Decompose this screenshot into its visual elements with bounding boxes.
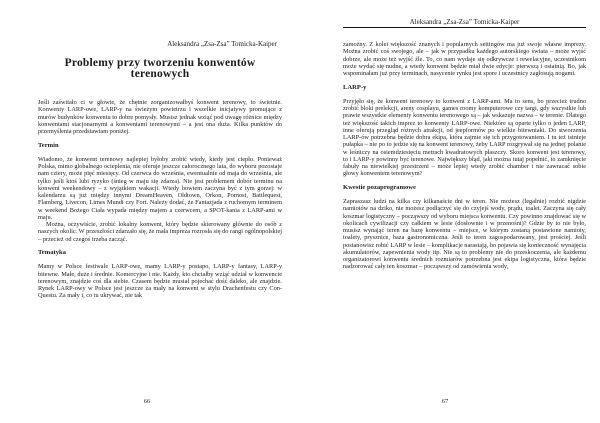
intro-paragraph: Jeśli zaświtało ci w głowie, że chętnie zorganizowałbyś konwent terenowy, to świetnie. Konwenty LARP-owe, LARP-y na świeżym powietrzu i wszelkie inicjatywy promujące z murów budynków konwentu to dobre pomysły. Musisz jednak wziąć pod uwagę różnice między konwentami stacjonarnymi a konwentami terenowymi – a jest ona duża. Kilka punktów do przemyślenia przedstawiam poniżej. bbox=[38, 99, 282, 135]
paragraph: Wiadomo, że konwent terenowy najlepiej byłoby zrobić wtedy, kiedy jest ciepło. Ponieważ Polska, mimo globalnego ocieplenia, nie oferuje jeszcze całorocznego lata, do wyboru pozostaje nam cztery, może pięć miesięcy. Od czerwca do września, ewentualnie od maja do września, ale tylko jeśli ktoś lubi ryzyko (śnieg w maju się zdarza). Nie jest problemem dobór terminu na konwent weekendowy – z wyjątkiem wakacji. Wtedy bowiem zaczyna być z tym gorzej: w kalendarzu są już między innymi DreamHeaven, Oldtown, Orkon, Pornost, Battlequest, Flamberg, Livecon, Limes Mundi czy Fort. Należy dodać, że Fantazjada z ruchomym terminem w weekend Bożego Ciała wypada między majem a czerwcem, a SPOT-kania z LARP-ami w maju. bbox=[38, 155, 282, 221]
paragraph: Można, oczywiście, zrobić lokalny konwent, który będzie skierowany głównie do osób z naszych okolic. W przeszłości zdarzało się, że mała impreza rozrosła się do rangi ogólnopolskiej – przecież od czegoś trzeba zacząć. bbox=[38, 221, 282, 243]
paragraph: Przyjęło się, że konwent terenowy to konwent z LARP-ami. Ma to sens, bo przecież trudno zrobić bloki prelekcji, areny cosplayu, games roomy komputerowe czy targi, gdy wszystkie lub prawie wszystkie elementy konwentu terenowego są – jak wskazuje nazwa – w terenie. Dlatego też większość takich imprez to konwenty LARP-owe. Niektóre są oparte tylko o jeden LARP, inne oferują przegląd różnych atrakcji, od jeepformów po wielkie bitewniaki. Do stworzenia LARP-ów potrzebna będzie dobra ekipa, która zajmie się ich przygotowaniem. I tu też istnieje pułapka – nie po to jedzie się na konwent terenowy, żeby LARP rozgrywał się na jednej polanie w leśniczy na osiemdziesięciu metrach kwadratowych płaszczy. Skoro konwent jest terenowy, to i LARP-y powinny być terenowe. Największy błąd, jaki można tutaj popełnić, to zamknięcie fabuły na niewielkiej przestrzeni – może lepiej wtedy zrobić chamber i nie zawracać sobie głowy konwentem terenowym? bbox=[343, 97, 586, 178]
paragraph: Zapraszasz ludzi na kilka czy kilkanaście dni w teren. Nie możesz (legalnie) rozbić nigdzie namiotów na dziko, nie możesz podłączyć się do czyjejś wody, prądu, toalet. Zaczyna się cały koszmar logistyczny – począwszy od wyboru miejsca konwentu. Czy powinno znajdować się w okolicach cywilizacji czy całkiem w lesie (dosłownie i w przenośni)? Gdzie by to nie było, musisz wynająć teren na bazę konwentu – miejsce, w którym zostaną postawione namioty, toalety, prysznice, baza gastronomiczna. Jeśli to teren zagospodarowany, jest prościej. Jeśli postanowisz robić LARP w lesie – komplikacje narastają, bo pojawia się konieczność wynajęcia akumulatorów, zapewnienia wody itp. Nie są to problemy nie do przeskoczenia, ale każdemu organizatorowi konwentu średnich rozmiarów potrzebna jest ekipa logistyczna, która będzie nadzorować cały ten koszmar – począwszy od zamówienia wody, bbox=[343, 198, 586, 271]
section-heading-tematyka: Tematyka bbox=[38, 249, 66, 257]
section-heading-kwestie: Kwestie pozaprogramowe bbox=[343, 184, 416, 191]
paragraph: zamożny. Z kolei większość znanych i popularnych settingów ma już swoje własne imprezy. Można zrobić coś swojego, ale – jak w przypadku każdego autorskiego świata – może wyjść dobrze, ale może też wyjść źle. To, co nam wydaje się odkrywcze i rewelacyjne, uczestnikom może wydać się nudne, a wtedy konwent będzie miał dwie edycje: pierwszą i ostatnią. Bo, jak wspominałam już przy terminach, nasycenie rynku jest spore i uczestnicy zagłosują nogami. bbox=[343, 41, 586, 77]
article-title: Problemy przy tworzeniu konwentów terenowych bbox=[64, 57, 256, 80]
section-heading-termin: Termin bbox=[38, 141, 59, 149]
left-column bbox=[38, 99, 282, 300]
page-number: 66 bbox=[143, 398, 151, 405]
section-heading-larpy: LARP-y bbox=[343, 83, 367, 91]
author-name: Aleksandra „Zsa-Zsa” Tomicka-Kaiper bbox=[167, 40, 277, 48]
right-column bbox=[343, 41, 586, 271]
paragraph: Mamy w Polsce festiwale LARP-owe, mamy LARP-y postapo, LARP-y fantasy, LARP-y bitewne. Małe, duże i średnie. Komercyjne i nie. Każdy, kto chciałby wziąć udział w konwencie terenowym, znajdzie coś dla siebie. Czasem będzie musiał pojechać dość daleko, ale znajdzie. Rynek LARP-owy w Polsce jest jeszcze za mały na konwent w stylu Drachenfestu czy Con-Questu. Za mały i, co tu ukrywać, nie tak bbox=[38, 263, 282, 300]
running-header: Aleksandra „Zsa-Zsa” Tomicka-Kaiper bbox=[343, 18, 586, 28]
right-page bbox=[300, 0, 600, 423]
page-number: 67 bbox=[441, 398, 449, 405]
